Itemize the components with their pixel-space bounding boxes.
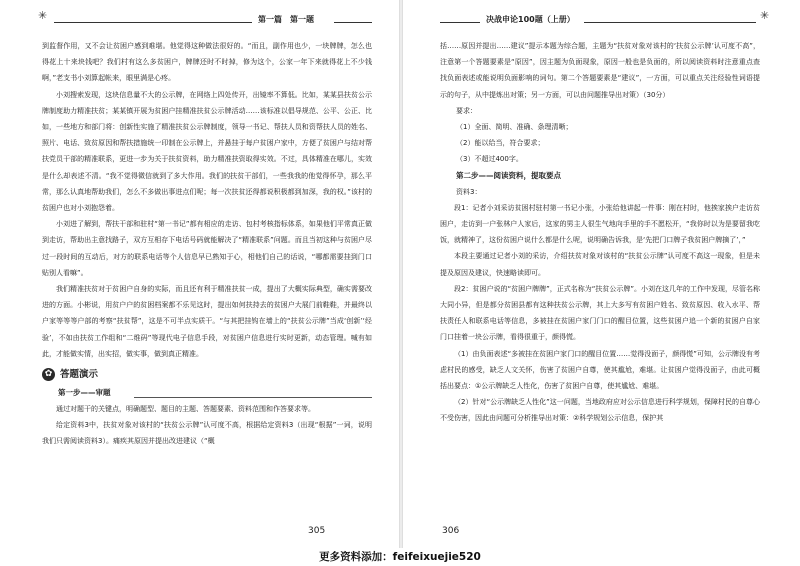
paragraph: 通过对题干的关键点，明确题型、题目的主题、答题要素、资料范围和作答要求等。 <box>56 405 315 414</box>
section-title: 答题演示 <box>60 369 99 381</box>
material-label: 资料3： <box>456 187 482 196</box>
requirement-item: （1）全面、简明、准确、条理清晰； <box>456 123 573 132</box>
paragraph: 小刘搜索发现，这块信息量不大的公示牌，在网络上四处传开，出镜率不算低。比如，某某县扶贫公示牌制度助力精准扶贫；某某镇开展为贫困户挂精准扶贫公示牌活动……该标准以倡导规范、公平、公正、比如，一些地方和部门将：创新性实施了精准扶贫公示牌制度，领导一书记、帮扶人员和资帮扶人员的姓名、照片、电话、致贫原因和帮扶措施统一印制在公示牌上，并悬挂于每户贫困户家中，方便了贫困户与结对帮扶党员干部的精准联系，更进一步为关于扶贫资料，助力精准扶资取得实效。不过，具体精准在哪儿，实效是什么却表述不清。“我不觉得微信就到了多大作用。我们的扶贫干部们，一些我我的他觉得怀孕，那么平常，那么认真地帮助我们，怎么不多做出事进点们呢；每一次扶贫还得都说积极都到加深，我的权。”该村的贫困户也对小刘抱怨着。 <box>42 90 372 213</box>
requirement-item: （3）不超过400字。 <box>456 155 523 164</box>
right-running-head <box>404 9 792 26</box>
right-page <box>404 0 792 548</box>
paragraph: 我们精准扶贫对于贫困户自身的实际，而且还有利于精准扶贫一成，提出了大概实际典型，确实需要改进的方面。小彬说，用贫户户的贫困档案都不乐见这时，提出如何扶持去的贫困户大展门前鞋鞋，并最终以户家等等等户部的考察“扶贫帮”，这是不可半点实质干。“与其把挂钩在墙上的“扶贫公示牌”当成‘创新’‘经验’，不如由扶贫工作组和“二维码”等现代电子信息手段，对贫困户信息进行实时更新，动态管理。喊有如此，才能做实情，出实招，做实事，做到真正精准。 <box>42 285 372 358</box>
step-heading <box>42 385 372 401</box>
material-paragraph: 段2：贫困户说的“贫困户牌牌”，正式名称为“扶贫公示牌”。小刘在这几年的工作中发现，尽管名称大同小异，但是都分贫困县都有这种扶贫公示牌，其上大多写有贫困户姓名、致贫原因、收入水平、帮扶责任人和联系电话等信息，多被挂在贫困户家门门口的醒目位置，这些贫困户追一个新的贫困户自家门口挂着一块公示牌，看得很重于，颜得慌。 <box>440 284 760 342</box>
requirement-item: （2）能以给当，符合要求； <box>456 139 545 148</box>
header-rule <box>584 22 756 23</box>
header-ornament-icon: ✳ <box>760 9 770 22</box>
step-title: 第一步——审题 <box>58 388 111 398</box>
left-page <box>8 0 398 548</box>
paragraph: 小刘进了解到，帮扶干部和驻村“第一书记”都有相应的走访、包村考核指标体系，如果他们平常真正做到走访，帮助出主意找路子，双方互相存下电话号码就能解决了“精准联系”问题。而且当初这种与贫困户尽过一段时间的互动后，对方的联系电话等个人信息早已熟知于心，相他们自己的话说，“哪都需要挂到门口贴别人看嘛”。 <box>42 220 372 277</box>
right-header-title: 决战申论100题（上册） <box>486 15 575 24</box>
paragraph: 给定资料3中，扶贫对象对该村的“扶贫公示牌”认可度不高，根据给定资料3（出现“根据”一词，说明我们只需阅读资料3）。痛疾其原因并提出改进建议（“概 <box>42 421 372 446</box>
header-rule <box>440 22 480 23</box>
right-page-number: 306 <box>442 526 460 536</box>
analysis-paragraph: （1）由负面表述“多被挂在贫困户家门口的醒目位置……觉得没面子，颜得慌”可知，公示牌没有考虑村民的感受，缺乏人文关怀，伤害了贫困户自尊，使其尴尬，难堪。让贫困户觉得没面子，由此可概括出要点：①公示牌缺乏人性化，伤害了贫困户自尊，使其尴尬、难堪。 <box>440 349 760 391</box>
gear-icon: ✿ <box>42 368 55 381</box>
left-header-title: 第一篇 第一题 <box>258 15 314 24</box>
material-paragraph: 段1：记者小刘采访贫困村驻村第一书记小张，小张给他讲起一件事：刚在村时，他挨家挨户走访贫困户，走访到一户张林户人家后，这家的男主人很生气地向手里的手不愿松开，“我你时以为是要留我吃饭，就精神了，这份贫困户说什么都是什么呢，说明确告诉我，是‘先把门口牌子我贫困户牌摘了’，” <box>440 203 760 245</box>
left-running-head <box>8 9 398 26</box>
header-rule <box>334 22 372 23</box>
requirements-label: 要求： <box>456 106 477 115</box>
page-gutter <box>399 0 403 548</box>
left-page-number: 305 <box>308 526 326 536</box>
analysis-paragraph: 本段主要通过记者小刘的采访，介绍扶贫对象对该村的“扶贫公示牌”认可度不高这一现象，但是未提及原因及建议，快速略读即可。 <box>440 252 760 277</box>
section-heading <box>42 365 372 385</box>
header-rule <box>54 22 252 23</box>
right-body <box>440 38 760 427</box>
step-heading <box>440 168 760 184</box>
promo-footer: 更多资料添加：feifeixuejie520 <box>319 551 481 563</box>
header-ornament-icon: ✳ <box>38 9 48 22</box>
step-title: 第二步——阅读资料，提取要点 <box>456 170 561 180</box>
step-rule <box>134 397 372 398</box>
paragraph: 到监督作用，又不会让贫困户感到难堪。他觉得这种做法很好的。“而且，副作用也少，一块牌牌，怎么也得花上十来块钱吧？我们村有这么多贫困户，牌牌还时不时掉，修为这个，公家一年下来就得花上不少钱啊，”老支书小刘算起帐来，眼里满是心疼。 <box>42 42 372 83</box>
analysis-paragraph: （2）针对“公示牌缺乏人性化”这一问题，当地政府应对公示信息进行科学规划，保障村民的自尊心不受伤害，因此由问题可分析推导出对策：②科学规划公示信息，保护其 <box>440 398 760 423</box>
left-body <box>42 38 372 450</box>
paragraph: 括……原因并提出……建议”提示本题为综合题，主题为“扶贫对象对该村的‘扶贫公示牌’认可度不高”，注意第一个答题要素是“原因”，因主题为负面现象，原因一般也是负面的，所以阅读资料时注意重点查找负面表述或能说明负面影响的词句。第二个答题要素是“建议”，一方面，可以重点关注经验性词语提示的句子，从中提炼出对策；另一方面，可以由问题推导出对策）（30分） <box>440 42 760 99</box>
